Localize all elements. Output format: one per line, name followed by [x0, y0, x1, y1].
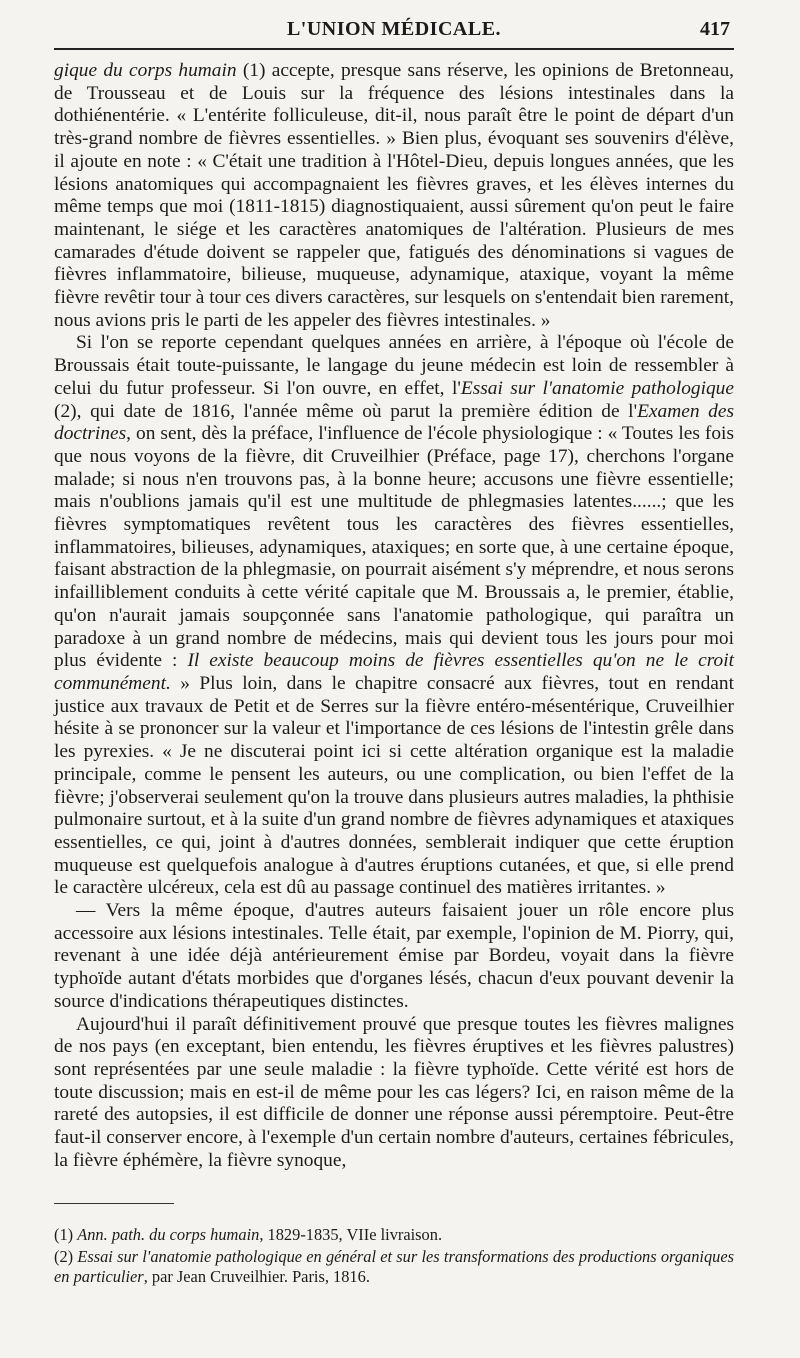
paragraph [54, 60, 734, 332]
footnote [54, 1247, 734, 1287]
footnotes [54, 1225, 734, 1289]
text-run: (2) [54, 1247, 78, 1266]
text-run: (1) accepte, presque sans réserve, les opinions de Bretonneau, de Trousseau et de Louis sur la fréquence des lésions intestinales dans la dothiénentérie. « L'entérite folliculeuse, dit-il, nous paraît être le point de départ d'un très-grand nombre de fièvres essentielles. » Bien plus, évoquant ses souvenirs d'élève, il ajoute en note : « C'était une tradition à l'Hôtel-Dieu, depuis longues années, que les lésions anatomiques qui accompagnaient les fièvres graves, et les élèves internes du même temps que moi (1811-1815) diagnostiquaient, aussi sûrement qu'on peut le faire maintenant, le siége et les caractères anatomiques de l'altération. Plusieurs de mes camarades d'étude doivent se rappeler que, fatigués des dénominations si vagues de fièvres inflammatoire, bilieuse, muqueuse, adynamique, ataxique, voyant la même fièvre revêtir tour à tour ces divers caractères, sur lesquels on s'entendait bien rarement, nous avions pris le parti de les appeler des fièvres intestinales. » [54, 60, 734, 331]
text-run: Aujourd'hui il paraît définitivement prouvé que presque toutes les fièvres malignes de nos pays (en exceptant, bien entendu, les fièvres éruptives et les fièvres palustres) sont représentées par une seule maladie : la fièvre typhoïde. Cette vérité est hors de toute discussion; mais en est-il de même pour les cas légers? Ici, en raison même de la rareté des autopsies, il est difficile de donner une réponse aussi péremptoire. Peut-être faut-il conserver encore, à l'exemple d'un certain nombre d'auteurs, certaines fébricules, la fièvre éphémère, la fièvre synoque, [54, 1013, 734, 1171]
text-run: , par Jean Cruveilhier. Paris, 1816. [143, 1267, 370, 1286]
text-run: — Vers la même époque, d'autres auteurs faisaient jouer un rôle encore plus accessoire aux lésions intestinales. Telle était, par exemple, l'opinion de M. Piorry, qui, revenant à une idée déjà antérieurement émise par Bordeu, voyait dans la fièvre typhoïde autant d'états morbides que d'organes lésés, chacun d'eux pouvant devenir la source d'indications thérapeutiques distinctes. [54, 900, 734, 1012]
page-number: 417 [700, 18, 730, 40]
paragraph [54, 1014, 734, 1173]
running-title: L'UNION MÉDICALE. [286, 18, 502, 40]
italic-text: Ann. path. du corps humain [77, 1225, 260, 1244]
text-run: (1) [54, 1225, 78, 1244]
body-text [54, 60, 734, 1172]
italic-text: gique du corps humain [54, 60, 237, 81]
text-run: Si l'on se reporte cependant quelques années en arrière, à l'époque où l'école de Broussais était toute-puissante, le langage du jeune médecin est loin de ressembler à celui du futur professeur. Si l'on ouvre, en effet, l' [54, 332, 734, 399]
footnote-divider [54, 1203, 174, 1204]
italic-text: Examen des doctrines [54, 400, 734, 445]
italic-text: Essai sur l'anatomie pathologique en général et sur les transformations des productions organiques en particulier [54, 1247, 734, 1286]
text-run: (2), qui date de 1816, l'année même où parut la première édition de l' [54, 400, 638, 422]
footnote [54, 1225, 734, 1245]
paragraph [54, 332, 734, 900]
italic-text: Essai sur l'anatomie pathologique [460, 377, 734, 399]
page-header [54, 14, 734, 50]
text-run: » Plus loin, dans le chapitre consacré aux fièvres, tout en rendant justice aux travaux de Petit et de Serres sur la fièvre entéro-mésentérique, Cruveilhier hésite à se prononcer sur la valeur et l'importance de ces lésions de l'intestin grêle dans les pyrexies. « Je ne discuterai point ici si cette altération organique est la maladie principale, comme le pensent les auteurs, ou une complication, ou bien l'effet de la fièvre; j'observerai seulement qu'on la trouve dans plusieurs autres maladies, la phthisie pulmonaire surtout, et à la suite d'un grand nombre de fièvres adynamiques et ataxiques essentielles, ce qui, joint à d'autres données, semblerait indiquer que cette éruption muqueuse est quelquefois analogue à d'autres éruptions cutanées, et que, si elle prend le caractère ulcéreux, cela est dû au passage continuel des matières irritantes. » [54, 672, 734, 899]
italic-text: Il existe beaucoup moins de fièvres essentielles qu'on ne le croit communément. [54, 650, 734, 694]
text-run: , 1829-1835, VIIe livraison. [259, 1225, 443, 1244]
paragraph [54, 900, 734, 1014]
text-run: , on sent, dès la préface, l'influence de l'école physiologique : « Toutes les fois que nous voyons de la fièvre, dit Cruveilhier (Préface, page 17), cherchons l'organe malade; si nous n'en trouvons pas, à la bonne heure; accusons une fièvre essentielle; mais n'oublions jamais qu'il est une multitude de phlegmasies latentes......; que les fièvres symptomatiques revêtent tous les caractères des fièvres essentielles, inflammatoires, bilieuses, adynamiques, ataxiques; en sorte que, à une certaine époque, faisant abstraction de la phlegmasie, on pourrait aisément s'y méprendre, et nous serons infailliblement conduits à cette vérité capitale que M. Broussais a, le premier, établie, qu'on n'aurait jamais soupçonnée sans l'anatomie pathologique, qui paraîtra un paradoxe à un grand nombre de médecins, mais qui devient tous les jours pour moi plus évidente : [54, 423, 734, 672]
